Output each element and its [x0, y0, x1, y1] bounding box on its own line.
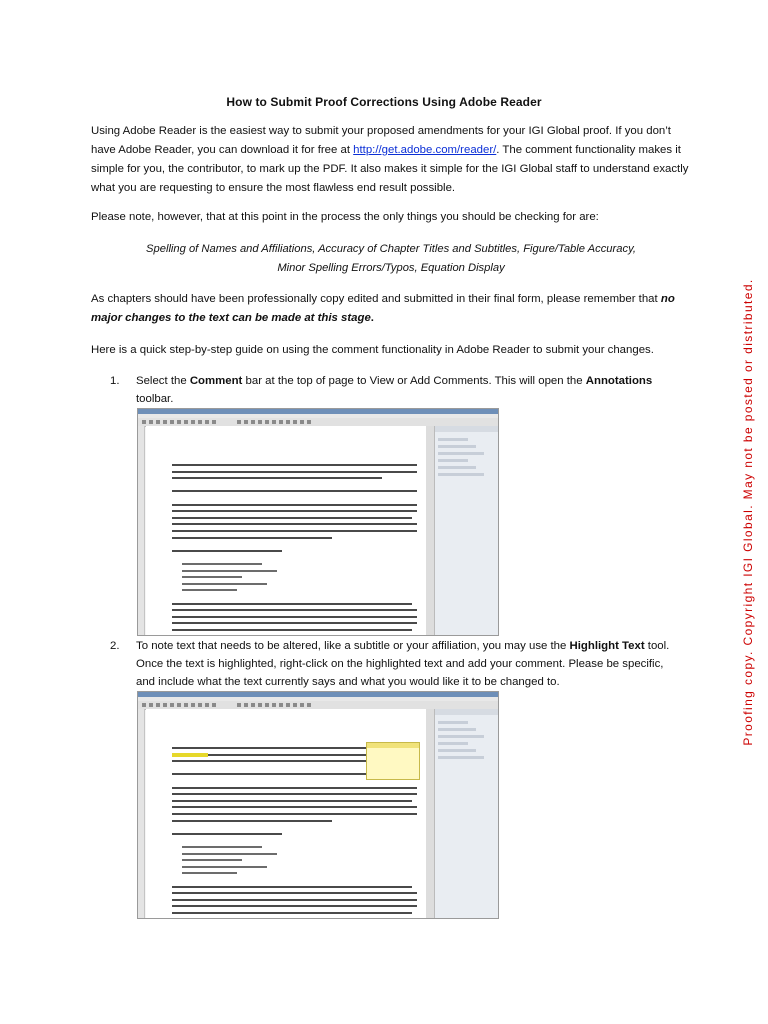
page-title: How to Submit Proof Corrections Using Adobe Reader [226, 95, 542, 109]
text-line [172, 464, 417, 466]
copy-edit-text: As chapters should have been professionally copy edited and submitted in their final form, please remember that [91, 293, 661, 305]
text-line [172, 760, 382, 762]
text-line [172, 523, 417, 525]
text-line [172, 912, 412, 914]
toolbar-icon [184, 703, 188, 707]
document-page [146, 426, 426, 635]
sticky-note-popup [366, 742, 420, 780]
text-line [172, 892, 417, 894]
text-line [172, 793, 417, 795]
text-line [182, 583, 267, 585]
toolbar-icon [279, 420, 283, 424]
checklist-line-2: Minor Spelling Errors/Typos, Equation Display [277, 262, 505, 274]
adobe-reader-link[interactable]: http://get.adobe.com/reader/ [353, 144, 497, 156]
toolbar-icon [300, 703, 304, 707]
toolbar-icon [286, 420, 290, 424]
guide-intro-paragraph: Here is a quick step-by-step guide on using the comment functionality in Adobe Reader to submit your changes. [91, 344, 654, 356]
toolbar-icon [244, 420, 248, 424]
copy-edit-emphasis: no major changes to the text can be made at this stage [91, 293, 675, 324]
text-line [172, 806, 417, 808]
navigation-panel [138, 709, 145, 918]
pane-row [438, 721, 468, 724]
highlighted-text [172, 753, 208, 757]
text-line [172, 833, 282, 835]
toolbar-icon [170, 420, 174, 424]
text-line [172, 471, 417, 473]
pane-row [438, 466, 476, 469]
text-line [172, 616, 417, 618]
toolbar-icon [198, 420, 202, 424]
toolbar-icon [156, 420, 160, 424]
pane-tabs [435, 426, 498, 432]
text-line [172, 787, 417, 789]
note-paragraph: Please note, however, that at this point in the process the only things you should be checking for are: [91, 211, 599, 223]
text-line [182, 866, 267, 868]
navigation-panel [138, 426, 145, 635]
toolbar-icon [307, 703, 311, 707]
pane-row [438, 735, 484, 738]
toolbar-icon [258, 420, 262, 424]
toolbar-icon [149, 420, 153, 424]
pane-row [438, 473, 484, 476]
annotations-toolbar-screenshot [137, 408, 499, 636]
toolbar-icon [142, 420, 146, 424]
toolbar-icon [244, 703, 248, 707]
text-line [172, 504, 417, 506]
toolbar-icon [272, 420, 276, 424]
toolbar-icon [237, 703, 241, 707]
toolbar-icon [293, 703, 297, 707]
toolbar-icon [163, 420, 167, 424]
pane-row [438, 438, 468, 441]
text-line [182, 563, 262, 565]
text-line [172, 477, 382, 479]
text-line [172, 886, 412, 888]
pane-row [438, 742, 468, 745]
toolbar-icon [205, 703, 209, 707]
intro-text-end: . The comment functionality makes it simple for you, the contributor, to mark up the PDF. It also makes it simple for the IGI Global staff to understand exactly what you are requesting to ensure the most flawless end result possible. [91, 144, 689, 194]
text-line [182, 853, 277, 855]
text-line [172, 550, 282, 552]
copyright-watermark: Proofing copy. Copyright IGI Global. May not be posted or distributed. [741, 278, 755, 746]
step-text: To note text that needs to be altered, like a subtitle or your affiliation, you may use the Highlight Text tool. Once the text is highlighted, right-click on the highlighted text and add your comment. Please be specific, and include what the text currently says and what you would like it to be changed to. [136, 640, 670, 688]
toolbar-icon [198, 703, 202, 707]
checklist-line-1: Spelling of Names and Affiliations, Accuracy of Chapter Titles and Subtitles, Figure/Table Accuracy, [146, 243, 636, 255]
text-line [172, 510, 417, 512]
scrollbar [426, 709, 434, 918]
pane-row [438, 459, 468, 462]
pane-row [438, 749, 476, 752]
pane-row [438, 452, 484, 455]
toolbar-icon [212, 420, 216, 424]
toolbar-icon [177, 420, 181, 424]
text-line [172, 517, 412, 519]
intro-text: Using Adobe Reader is the easiest way to submit your proposed amendments for your IGI Global proof. If you don’t have Adobe Reader, you can download it for free at [91, 125, 671, 156]
toolbar-icon [265, 703, 269, 707]
text-line [182, 589, 237, 591]
toolbar-icon [258, 703, 262, 707]
text-line [172, 490, 417, 492]
toolbar-icon [163, 703, 167, 707]
step-text: Select the Comment bar at the top of page to View or Add Comments. This will open the Annotations toolbar. [136, 375, 653, 405]
toolbar-icon [265, 420, 269, 424]
pane-tabs [435, 709, 498, 715]
toolbar-icon [237, 420, 241, 424]
toolbar-icon [212, 703, 216, 707]
toolbar-icon [279, 703, 283, 707]
copy-edit-paragraph [91, 290, 691, 328]
step-number: 1. [110, 375, 120, 387]
toolbar-icon [170, 703, 174, 707]
pane-row [438, 756, 484, 759]
copy-edit-period: . [370, 312, 374, 324]
toolbar-icon [272, 703, 276, 707]
toolbar-icon [251, 420, 255, 424]
toolbar-icon [184, 420, 188, 424]
scrollbar [426, 426, 434, 635]
text-line [182, 576, 242, 578]
pane-row [438, 728, 476, 731]
toolbar-icon [156, 703, 160, 707]
text-line [172, 899, 417, 901]
toolbar-icon [149, 703, 153, 707]
text-line [182, 872, 237, 874]
checklist-items [91, 240, 691, 278]
comment-pane [434, 426, 498, 635]
text-line [172, 629, 412, 631]
intro-paragraph [91, 122, 691, 198]
document-page [146, 709, 426, 918]
text-line [182, 846, 262, 848]
comment-pane [434, 709, 498, 918]
text-line [172, 800, 412, 802]
text-line [172, 609, 417, 611]
text-line [172, 530, 417, 532]
toolbar-icon [142, 703, 146, 707]
toolbar-icon [286, 703, 290, 707]
toolbar-icon [177, 703, 181, 707]
toolbar-icon [251, 703, 255, 707]
toolbar-icon [191, 703, 195, 707]
text-line [172, 813, 417, 815]
text-line [172, 820, 332, 822]
toolbar-icon [191, 420, 195, 424]
pane-row [438, 445, 476, 448]
text-line [182, 570, 277, 572]
text-line [172, 905, 417, 907]
toolbar-icon [205, 420, 209, 424]
toolbar-icon [300, 420, 304, 424]
text-line [172, 537, 332, 539]
toolbar-icon [293, 420, 297, 424]
toolbar-icon [307, 420, 311, 424]
step-number: 2. [110, 640, 120, 652]
text-line [172, 603, 412, 605]
text-line [172, 622, 417, 624]
highlight-text-screenshot [137, 691, 499, 919]
text-line [182, 859, 242, 861]
